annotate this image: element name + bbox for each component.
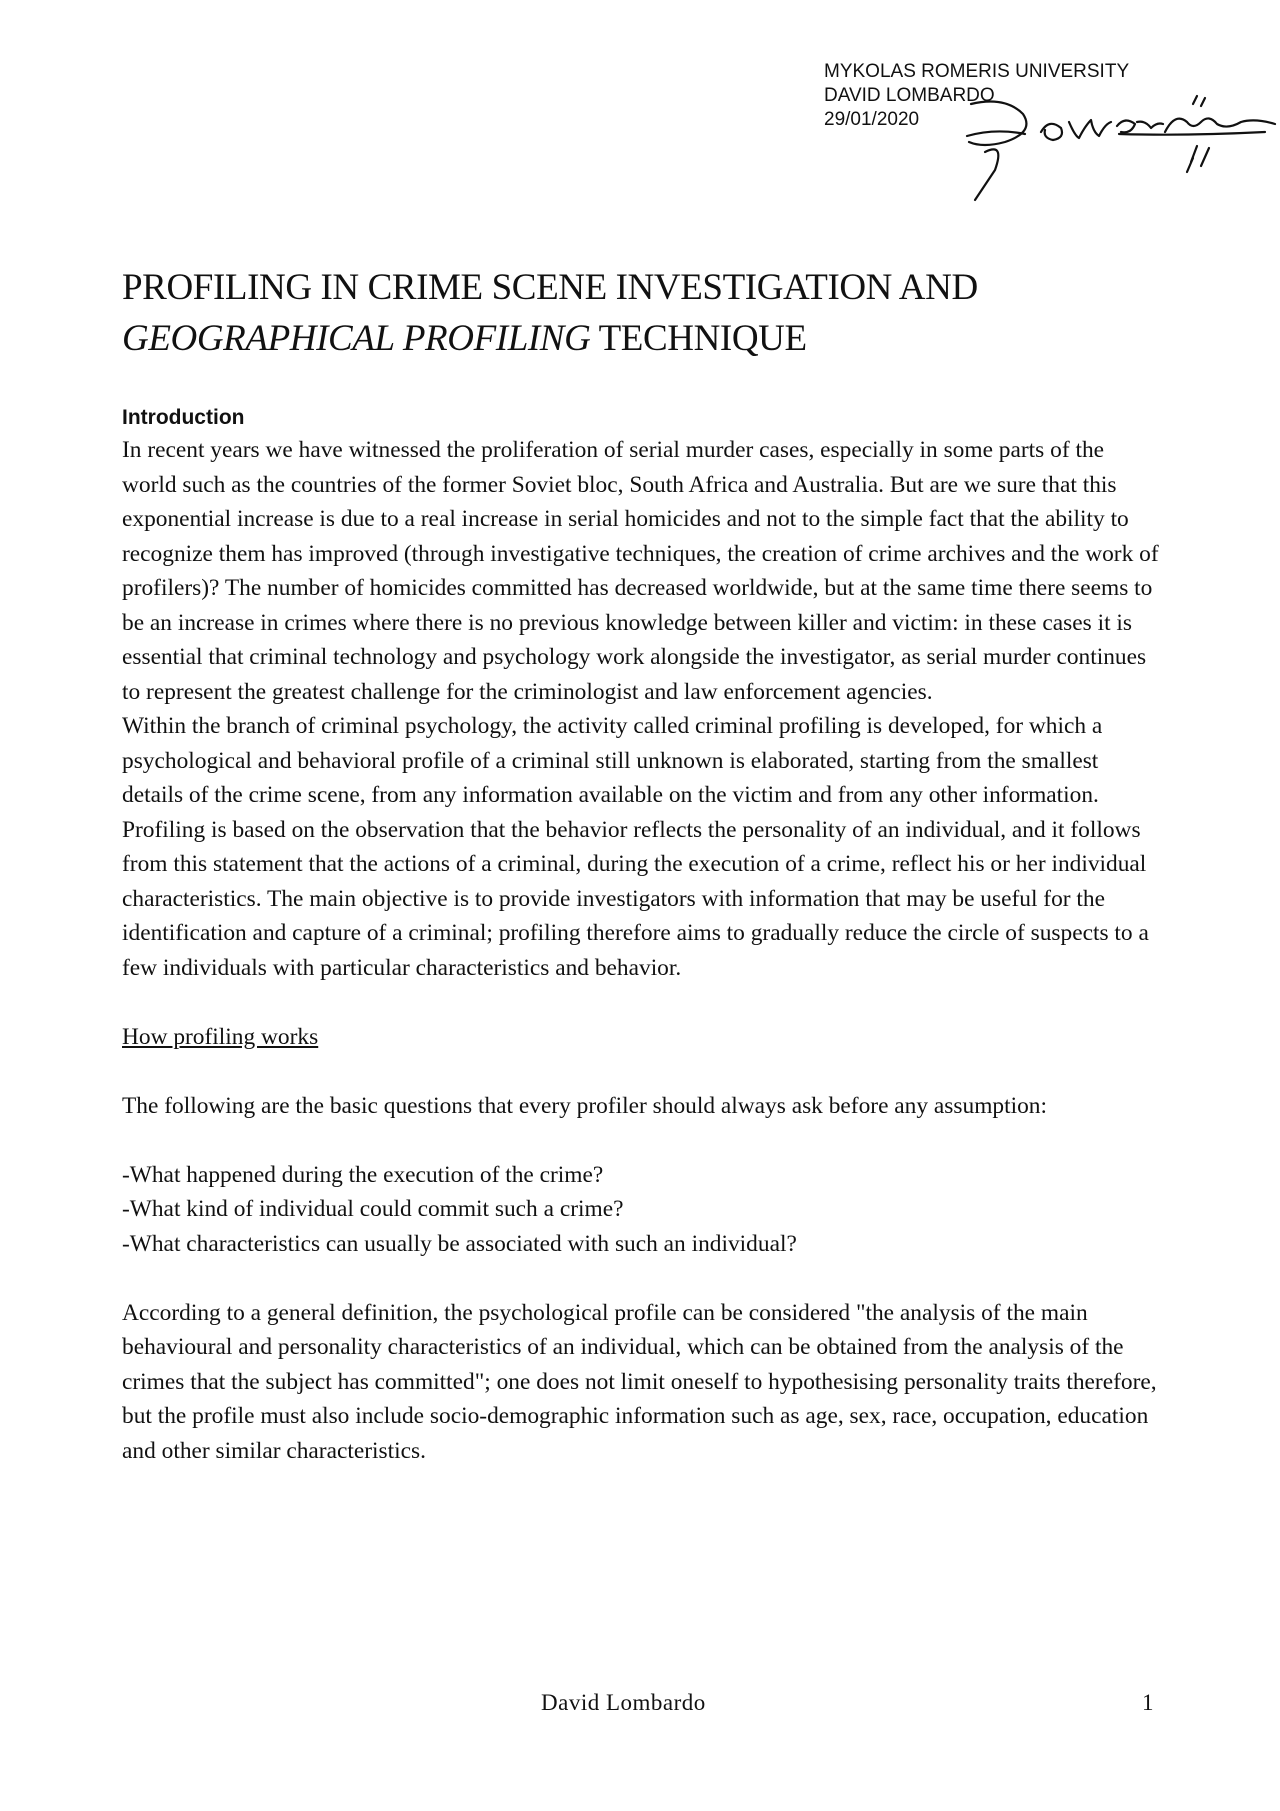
questions-lead-paragraph: The following are the basic questions that every profiler should always ask before any assumption: (122, 1092, 1047, 1119)
header-university: MYKOLAS ROMERIS UNIVERSITY (824, 61, 1130, 82)
section-heading-introduction: Introduction (122, 406, 245, 429)
document-body (122, 403, 1162, 1468)
section-heading-how-profiling-works: How profiling works (122, 1023, 319, 1050)
intro-paragraph-1: In recent years we have witnessed the proliferation of serial murder cases, especially in some parts of the world such as the countries of the former Soviet bloc, South Africa and Australia. But are we sure that this exponential increase is due to a real increase in serial homicides and not to the simple fact that the ability to recognize them has improved (through investigative techniques, the creation of crime archives and the work of profilers)? The number of homicides committed has decreased worldwide, but at the same time there seems to be an increase in crimes where there is no previous knowledge between killer and victim: in these cases it is essential that criminal technology and psychology work alongside the investigator, as serial murder continues to represent the greatest challenge for the criminologist and law enforcement agencies. (122, 437, 1159, 705)
footer-author: David Lombardo (541, 1690, 706, 1715)
signature-icon (965, 92, 1277, 202)
header-date: 29/01/2020 (824, 109, 920, 130)
intro-paragraph-3: Profiling is based on the observation that the behavior reflects the personality of an individual, and it follows from this statement that the actions of a criminal, during the execution of a crime, reflect his or her individual characteristics. The main objective is to provide investigators with information that may be useful for the identification and capture of a criminal; profiling therefore aims to gradually reduce the circle of suspects to a few individuals with particular characteristics and behavior. (122, 816, 1149, 981)
question-item: -What kind of individual could commit such a crime? (122, 1196, 624, 1222)
spacer (122, 1123, 1162, 1158)
question-item: -What characteristics can usually be associated with such an individual? (122, 1230, 797, 1257)
question-item: -What happened during the execution of the crime? (122, 1161, 604, 1188)
definition-paragraph: According to a general definition, the psychological profile can be considered "the analysis of the main behavioural and personality characteristics of an individual, which can be obtained from the analysis of the crimes that the subject has committed"; one does not limit oneself to hypothesising personality traits therefore, but the profile must also include socio-demographic information such as age, sex, race, occupation, education and other similar characteristics. (122, 1299, 1157, 1464)
document-title (122, 262, 1182, 364)
spacer (122, 1054, 1162, 1089)
header-author: DAVID LOMBARDO (824, 85, 995, 106)
spacer (122, 1261, 1162, 1296)
title-italic-part: GEOGRAPHICAL PROFILING (122, 318, 591, 359)
title-line-1: PROFILING IN CRIME SCENE INVESTIGATION AND (122, 267, 978, 308)
page-number: 1 (1142, 1690, 1154, 1715)
title-line-2-rest: TECHNIQUE (590, 318, 807, 359)
intro-paragraph-2: Within the branch of criminal psychology, the activity called criminal profiling is developed, for which a psychological and behavioral profile of a criminal still unknown is elaborated, starting from the smallest details of the crime scene, from any information available on the victim and from any other information. (122, 713, 1103, 808)
spacer (122, 985, 1162, 1020)
